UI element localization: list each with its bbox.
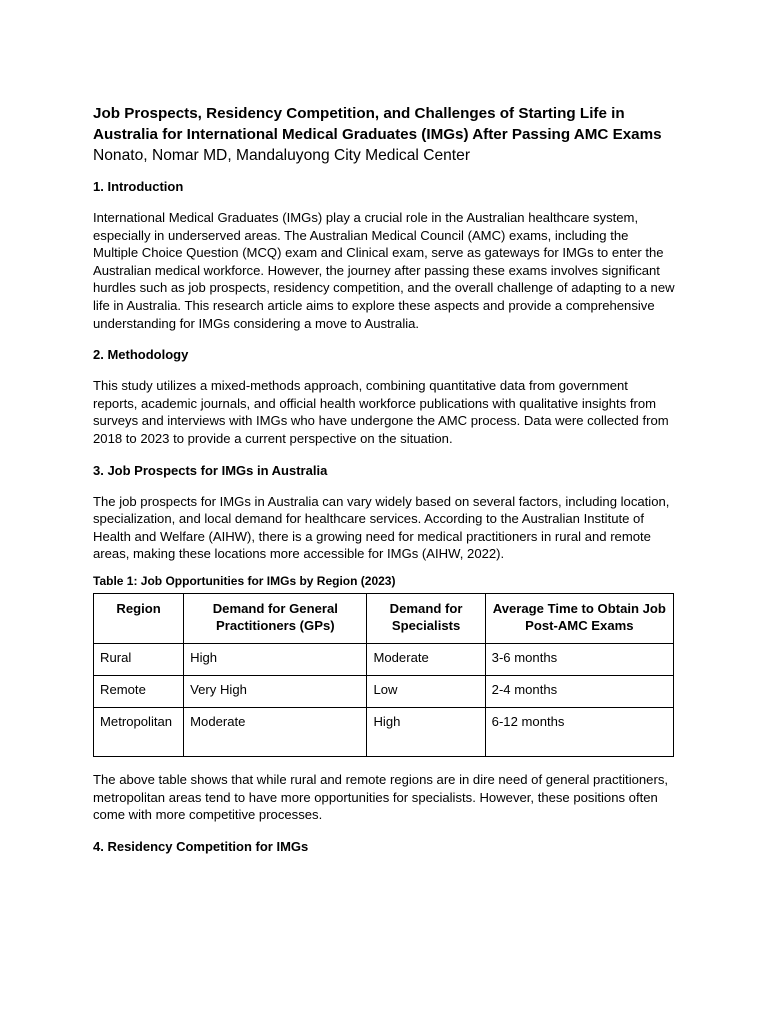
table-header-cell: Region xyxy=(94,593,184,643)
table-cell: Very High xyxy=(184,675,367,707)
table-cell: 3-6 months xyxy=(485,643,673,675)
table-cell: Rural xyxy=(94,643,184,675)
document-page xyxy=(93,103,675,869)
table-caption: Table 1: Job Opportunities for IMGs by Region (2023) xyxy=(93,573,396,588)
table-header-cell: Demand for Specialists xyxy=(367,593,485,643)
table-row xyxy=(94,643,674,675)
table-header-row xyxy=(94,593,674,643)
table-cell: 6-12 months xyxy=(485,707,673,756)
table-cell: Moderate xyxy=(367,643,485,675)
section-heading-residency: 4. Residency Competition for IMGs xyxy=(93,838,309,854)
table-cell: Moderate xyxy=(184,707,367,756)
job-prospects-paragraph: The job prospects for IMGs in Australia can vary widely based on several factors, including location, specialization, and local demand for healthcare services. According to the Australian Institute of Health and Welfare (AIHW), there is a growing need for medical practitioners in rural and remote areas, making these locations more accessible for IMGs (AIHW, 2022). xyxy=(93,493,670,562)
table-cell: High xyxy=(184,643,367,675)
table-row xyxy=(94,675,674,707)
document-author: Nonato, Nomar MD, Mandaluyong City Medical Center xyxy=(93,147,471,164)
table-cell: Metropolitan xyxy=(94,707,184,756)
table-header-cell: Demand for General Practitioners (GPs) xyxy=(184,593,367,643)
table-cell: Remote xyxy=(94,675,184,707)
methodology-paragraph: This study utilizes a mixed-methods approach, combining quantitative data from government reports, academic journals, and official health workforce publications with qualitative insights from surveys and interviews with IMGs who have undergone the AMC process. Data were collected from 2018 to 2023 to provide a current perspective on the situation. xyxy=(93,378,669,446)
job-opportunities-table xyxy=(93,593,674,757)
table-cell: High xyxy=(367,707,485,756)
table-header-cell: Average Time to Obtain Job Post-AMC Exams xyxy=(485,593,673,643)
table-cell: Low xyxy=(367,675,485,707)
document-title: Job Prospects, Residency Competition, and Challenges of Starting Life in Australia for International Medical Graduates (IMGs) After Passing AMC Exams xyxy=(93,105,662,143)
table-cell: 2-4 months xyxy=(485,675,673,707)
section-heading-introduction: 1. Introduction xyxy=(93,179,184,194)
introduction-paragraph: International Medical Graduates (IMGs) play a crucial role in the Australian healthcare system, especially in underserved areas. The Australian Medical Council (AMC) exams, including the Multiple Choice Question (MCQ) exam and Clinical exam, serve as gateways for IMGs to enter the Australian medical workforce. However, the journey after passing these exams involves significant hurdles such as job prospects, residency competition, and the overall challenge of adapting to a new life in Australia. This research article aims to explore these aspects and provide a comprehensive understanding for IMGs considering a move to Australia. xyxy=(93,210,675,331)
section-heading-job-prospects: 3. Job Prospects for IMGs in Australia xyxy=(93,462,328,478)
table-discussion-paragraph: The above table shows that while rural and remote regions are in dire need of general practitioners, metropolitan areas tend to have more opportunities for specialists. However, these positions often come with more competitive processes. xyxy=(93,771,668,823)
section-heading-methodology: 2. Methodology xyxy=(93,347,189,363)
table-row xyxy=(94,707,674,756)
